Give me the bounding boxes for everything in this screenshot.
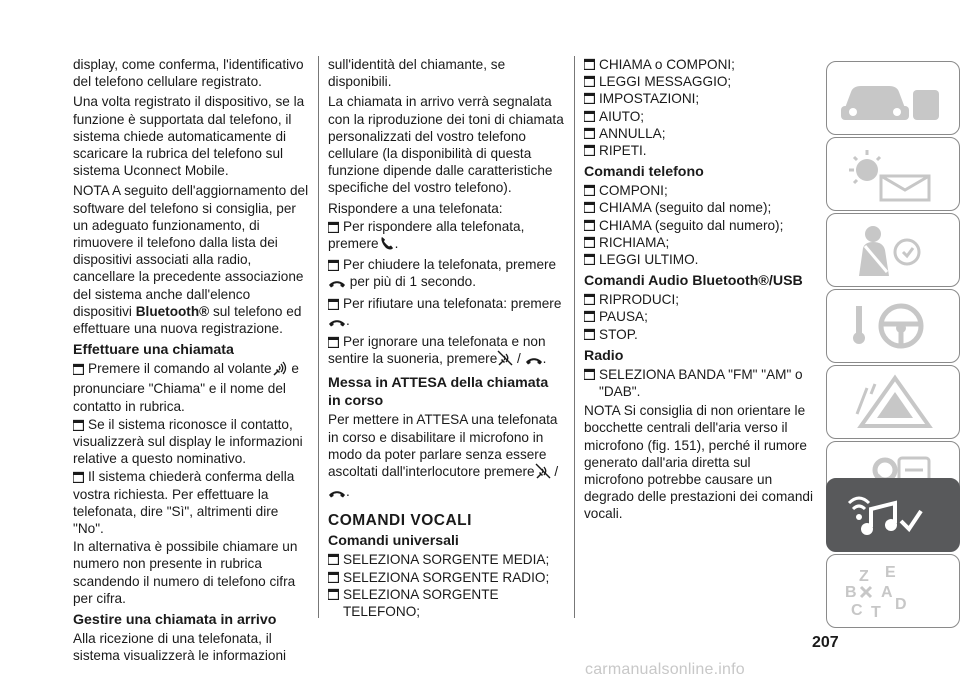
list-item: Per rispondere alla telefonata, premere . [328,218,564,255]
warning-lights-icon [837,146,949,202]
command-text: SELEZIONA BANDA "FM" "AM" o "DAB". [599,366,803,400]
command-item [584,56,814,73]
checkbox-icon [73,471,84,483]
list-item: Per ignorare una telefonata e non sentire la suoneria, premere / . [328,333,564,370]
command-text: SELEZIONA SORGENTE MEDIA; [343,552,550,568]
checkbox-icon [584,110,595,122]
index-icon [837,563,949,619]
command-text: PAUSA; [599,309,648,325]
checkbox-icon [584,58,595,70]
checkbox-icon [584,310,595,322]
chapter-heading: COMANDI VOCALI [328,512,472,530]
phone-hangup-icon [525,353,543,370]
checkbox-icon [584,219,595,231]
command-item [328,551,564,568]
index-letter: Z [859,568,869,585]
index-letter: T [871,604,881,619]
command-text: IMPOSTAZIONI; [599,91,700,107]
command-text: CHIAMA (seguito dal nome); [599,200,772,216]
section-heading: Comandi telefono [584,164,704,181]
command-item [584,73,814,90]
command-text: LEGGI ULTIMO. [599,252,699,268]
command-item [584,291,814,308]
command-item [584,234,814,251]
command-list [584,366,814,400]
checkbox-icon [584,368,595,380]
note-paragraph: NOTA Si consiglia di non orientare le bocchette centrali dell'aria verso il microfono (fig. 151), perché il rumore generato dall'aria diretta sul microfono potrebbe causare un degrado delle prestazioni dei comandi vocali. [584,403,813,522]
section-heading: Gestire una chiamata in arrivo [73,612,277,629]
command-text: RIPETI. [599,143,647,159]
paragraph: sull'identità del chiamante, se disponibili. [328,57,506,90]
phone-hangup-icon [328,486,346,503]
index-letter: B [845,584,857,601]
column-divider [574,56,575,618]
checkbox-icon [584,236,595,248]
section-heading: Radio [584,347,624,364]
paragraph: Rispondere a una telefonata: [328,200,503,216]
command-text: LEGGI MESSAGGIO; [599,74,732,90]
page-number: 207 [812,634,839,651]
checkbox-icon [328,571,339,583]
command-list [584,56,814,159]
column-2 [328,56,564,620]
driving-steering-icon [837,298,949,354]
command-text: SELEZIONA SORGENTE RADIO; [343,569,550,585]
tab-driving[interactable] [826,289,960,363]
command-text: ANNULLA; [599,125,666,141]
command-text: COMPONI; [599,183,668,199]
command-list [328,551,564,620]
command-item [584,366,814,400]
checkbox-icon [328,221,339,233]
phone-hangup-icon [328,315,346,332]
section-heading: Comandi Audio Bluetooth®/USB [584,273,803,290]
mute-icon [497,350,513,370]
command-item [328,586,564,620]
command-item [584,326,814,343]
tab-dashboard[interactable] [826,61,960,135]
checkbox-icon [328,588,339,600]
section-heading: Messa in ATTESA della chiamata in corso [328,375,549,410]
tab-warning-lights[interactable] [826,137,960,211]
index-letter: C [851,602,863,619]
command-text: RIPRODUCI; [599,292,680,308]
index-letter: A [881,584,893,601]
command-item [584,142,814,159]
phone-hangup-icon [328,276,346,293]
column-1 [73,56,309,668]
tab-multimedia[interactable] [826,478,960,552]
index-letter: D [895,596,907,613]
list-item: Per rifiutare una telefonata: premere . [328,295,564,332]
checkbox-icon [584,75,595,87]
index-letter: E [885,564,896,581]
command-item [584,217,814,234]
checkbox-icon [584,144,595,156]
multimedia-icon [837,487,949,543]
section-heading: Comandi universali [328,533,459,550]
command-text: SELEZIONA SORGENTE TELEFONO; [343,586,499,620]
checkbox-icon [73,363,84,375]
paragraph: La chiamata in arrivo verrà segnalata con la riproduzione dei toni di chiamata personalizzati del vostro telefono cellulare (la disponibilità di questa funzione dipende dalle caratteristiche specifiche del vostro telefono). [328,94,564,196]
column-3 [584,56,814,526]
phone-answer-icon [379,235,395,255]
paragraph: Per mettere in ATTESA una telefonata in corso e disabilitare il microfono in modo da poter parlare senza essere ascoltati dall'interlocutore premere / . [328,411,564,503]
checkbox-icon [328,259,339,271]
paragraph: Alla ricezione di una telefonata, il sistema visualizzerà le informazioni [73,631,287,664]
command-text: CHIAMA (seguito dal numero); [599,217,784,233]
column-divider [318,56,319,618]
checkbox-icon [328,553,339,565]
checkbox-icon [584,293,595,305]
command-text: RICHIAMA; [599,234,670,250]
command-text: AIUTO; [599,108,645,124]
tab-emergency[interactable] [826,365,960,439]
command-list [584,182,814,268]
command-item [584,308,814,325]
command-item [584,125,814,142]
command-item [584,251,814,268]
tab-safety[interactable] [826,213,960,287]
checkbox-icon [584,328,595,340]
checkbox-icon [584,201,595,213]
command-item [584,182,814,199]
command-text: CHIAMA o COMPONI; [599,57,735,72]
command-item [584,108,814,125]
list-item: Per chiudere la telefonata, premere per più di 1 secondo. [328,256,564,293]
command-text: STOP. [599,326,638,342]
checkbox-icon [584,127,595,139]
section-heading: Effettuare una chiamata [73,342,234,359]
list-item: Premere il comando al volante e pronunciare "Chiama" e il nome del contatto in rubrica. [73,361,299,414]
paragraph: In alternativa è possibile chiamare un numero non presente in rubrica scandendo il numero di telefono cifra per cifra. [73,539,298,606]
list-item: Se il sistema riconosce il contatto, visualizzerà sul display le informazioni relative a questo nominativo. [73,416,303,467]
checkbox-icon [584,92,595,104]
car-dashboard-icon [837,70,949,126]
note-paragraph: NOTA A seguito dell'aggiornamento del software del telefono si consiglia, per un adeguato funzionamento, di rimuovere il telefono dalla lista dei dispositivi associati alla radio, cancellare la precedente associazione del sistema anche dall'elenco dispositivi Bluetooth® sul telefono ed effettuare una nuova registrazione. [73,183,309,337]
watermark: carmanualsonline.info [585,661,745,678]
command-list [584,291,814,343]
tab-index[interactable] [826,554,960,628]
command-item [328,569,564,586]
list-item: Il sistema chiederà conferma della vostra richiesta. Per effettuare la telefonata, dire "Sì", altrimenti dire "No". [73,469,295,537]
checkbox-icon [328,336,339,348]
mute-icon [535,463,551,483]
voice-command-icon [272,360,288,380]
command-item [584,199,814,216]
command-item [584,90,814,107]
checkbox-icon [328,298,339,310]
checkbox-icon [584,253,595,265]
safety-seatbelt-icon [837,222,949,278]
checkbox-icon [73,419,84,431]
checkbox-icon [584,184,595,196]
paragraph: Una volta registrato il dispositivo, se la funzione è supportata dal telefono, il sistema chiede automaticamente di scaricare la rubrica del telefono sul sistema Uconnect Mobile. [73,94,305,179]
emergency-triangle-icon [837,374,949,430]
paragraph: display, come conferma, l'identificativo del telefono cellulare registrato. [73,57,304,90]
